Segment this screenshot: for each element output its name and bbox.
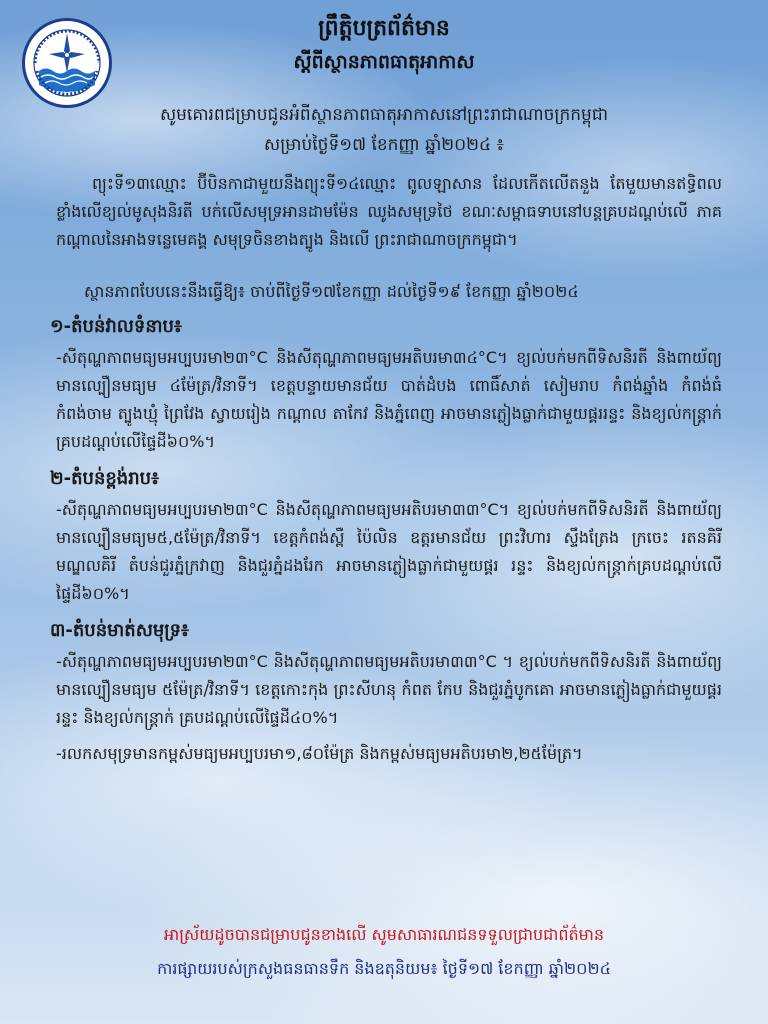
region-body: -សីតុណ្ហភាពមធ្យមអប្បបរមា២៣°C និងសីតុណ្ហភាពមធ្យមអតិបរមា៣៣°C ។ ខ្យល់បក់មកពីទិសនិរតី និងពាយ័ព្យមានល្បឿនមធ្យម ៥ម៉ែត្រ/វិនាទី។ ខេត្តកោះកុង ព្រះសីហនុ កំពត កែប និងជួរភ្នំបូកគោ អាចមានភ្លៀងធ្លាក់ជាមួយផ្គរ រន្ទះ និងខ្យល់កន្ត្រាក់ គ្របដណ្ដប់លើផ្ទៃដី៤០%។ [56,652,722,727]
subject-line-1: សូមគោរពជម្រាបជូនអំពីស្ថានភាពធាតុអាកាសនៅព្រះរាជាណាចក្រកម្ពុជា [159,105,609,125]
subject-block [40,100,728,160]
bulletin-subtitle: ស្ដីពីស្ថានភាពធាតុអាកាស [293,51,475,73]
region-body: -សីតុណ្ហភាពមធ្យមអប្បបរមា២៣°C និងសីតុណ្ហភាពមធ្យមអតិបរមា៣៤°C។ ខ្យល់បក់មកពីទិសនិរតី និងពាយ័ព្យមានល្បឿនមធ្យម ៤ម៉ែត្រ/វិនាទី។ ខេត្តបន្ទាយមានជ័យ បាត់ដំបង ពោធិ៍សាត់ សៀមរាប កំពង់ឆ្នាំង កំពង់ធំ កំពង់ចាម ត្បូងឃ្មុំ ព្រៃវែង ស្វាយរៀង កណ្តាល តាកែវ និងភ្នំពេញ អាចមានភ្លៀងធ្លាក់ជាមួយផ្គររន្ទះ និងខ្យល់កន្ត្រាក់គ្របដណ្ដប់លើផ្ទៃដី៦០%។ [56,348,722,451]
region-heading: ២-តំបន់ខ្ពង់រាប៖ [50,468,159,489]
intro-paragraph: ព្យុះទី១៣ឈ្មោះ ប៊ីបិនកាជាមួយនឹងព្យុះទី១៤ឈ្មោះ ពូលឡាសាន ដែលកើតលើតនួង តែមួយមានឥទ្ធិពលខ្លាំងលើខ្យល់មូសុងនិរតី បក់លើសមុទ្រអានដាមម៉ែន ឈូងសមុទ្រថៃ ខណៈសម្ពាធទាបនៅបន្តគ្របដណ្ដប់លើ ភាគកណ្ដាលនៃអាងទន្លេមេគង្គ សមុទ្រចិនខាងត្បូង និងលើ ព្រះរាជាណាចក្រកម្ពុជា។ [56,174,722,249]
subject-line-2: សម្រាប់ថ្ងៃទី១៧ ខែកញ្ញា ឆ្នាំ២០២៤ ៖ [264,135,504,155]
wave-height-note: -រលកសមុទ្រមានកម្ពស់មធ្យមអប្បបរមា១,៨០ម៉ែត្រ និងកម្ពស់មធ្យមអតិបរមា២,២៥ម៉ែត្រ។ [56,744,583,763]
region-body: -សីតុណ្ហភាពមធ្យមអប្បបរមា២៣°C និងសីតុណ្ហភាពមធ្យមអតិបរមា៣៣°C។ ខ្យល់បក់មកពីទិសនិរតី និងពាយ័ព្យមានល្បឿនមធ្យម៥,៥ម៉ែត្រ/វិនាទី។ ខេត្តកំពង់ស្ពឺ ប៉ៃលិន ឧត្តរមានជ័យ ព្រះវិហារ ស្ទឹងត្រែង ក្រចេះ រតនគិរី មណ្ឌលគិរី តំបន់ជួរភ្នំក្រវាញ និងជួរភ្នំដងរែក អាចមានភ្លៀងធ្លាក់ជាមួយផ្គរ រន្ទះ និងខ្យល់កន្ត្រាក់គ្របដណ្ដប់លើផ្ទៃដី៦០%។ [56,500,722,603]
forecast-period: ស្ថានភាពបែបនេះនឹងធ្វើឱ្យ៖ ចាប់ពីថ្ងៃទី១៧ខែកញ្ញា ដល់ថ្ងៃទី១៩ ខែកញ្ញា ឆ្នាំ២០២៤ [84,282,579,301]
bulletin-title-block [160,14,608,76]
bulletin-title: ព្រឹត្តិបត្រព័ត៌មាន [318,16,450,41]
region-heading: ១-តំបន់វាលទំនាប៖ [50,316,182,337]
ministry-logo-icon [22,18,112,108]
region-section-lowland [50,312,722,456]
bulletin-content [50,170,722,776]
issuer-line: ការផ្សាយរបស់ក្រសួងធនធានទឹក និងឧតុនិយម៖ ថ្ងៃទី១៧ ខែកញ្ញា ឆ្នាំ២០២៤ [157,959,611,978]
region-heading: ៣-តំបន់មាត់សមុទ្រ៖ [50,620,189,641]
region-section-coastal [50,616,722,768]
region-section-plateau [50,464,722,608]
public-notice: អាស្រ័យដូចបានជម្រាបជូនខាងលើ សូមសាធារណជនទទួលជ្រាបជាព័ត៌មាន [163,925,605,944]
bulletin-footer [40,920,728,984]
